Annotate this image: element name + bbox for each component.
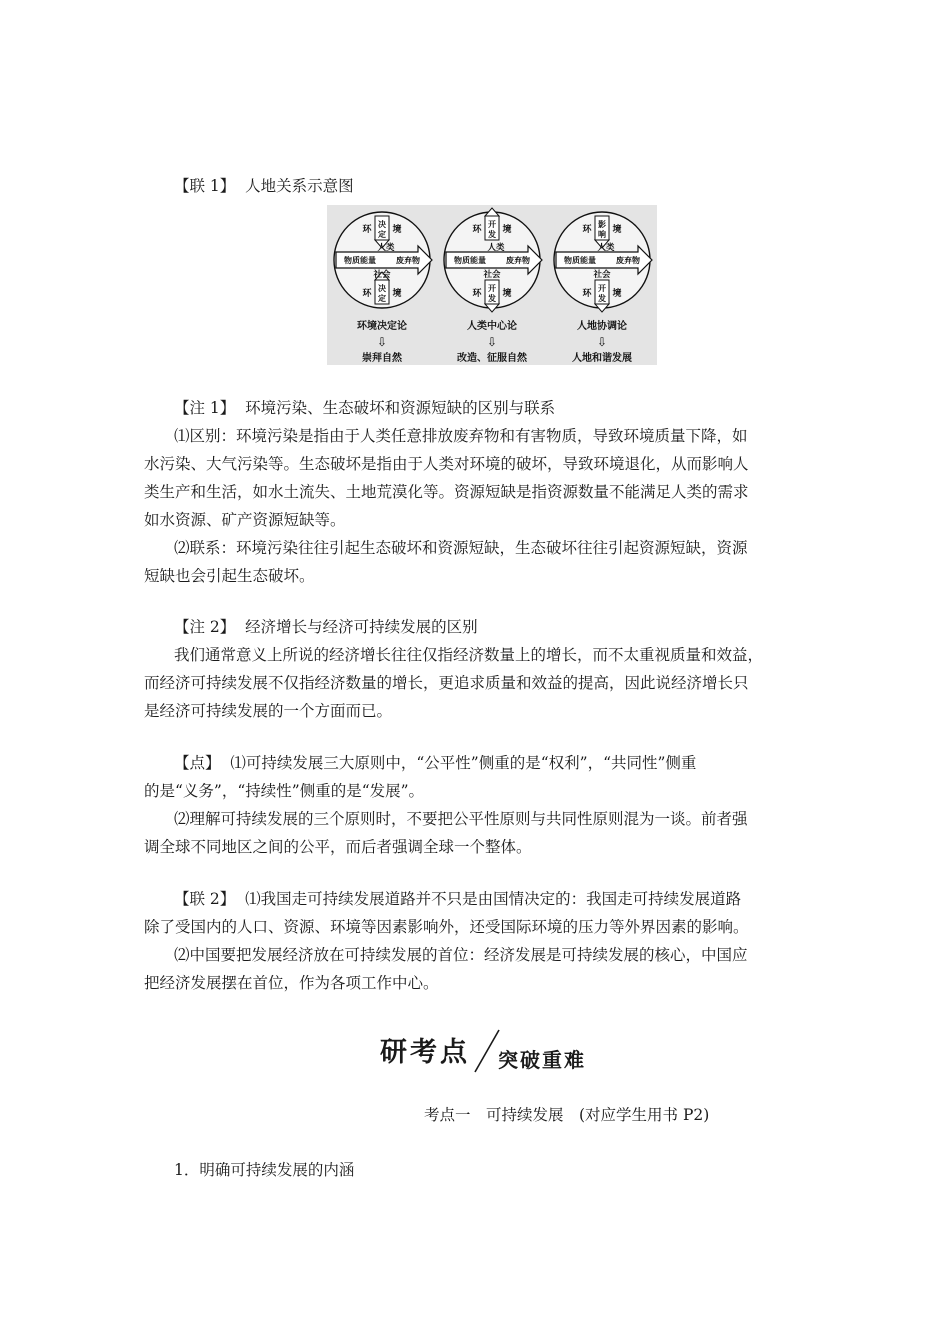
- zhu1-heading: [174, 398, 854, 418]
- lian2-line: 除了受国内的人口、资源、环境等因素影响外，还受国际环境的压力等外界因素的影响。: [144, 918, 749, 936]
- dian-line: ⑵理解可持续发展的三个原则时，不要把公平性原则与共同性原则混为一谈。前者强: [174, 810, 748, 828]
- env-label: 环: [362, 225, 372, 235]
- lian2-first-line: [174, 889, 854, 909]
- zhu2-line: 是经济可持续发展的一个方面而已。: [144, 702, 393, 720]
- output-label: 废弃物: [616, 256, 640, 265]
- lian2-line: 把经济发展摆在首位，作为各项工作中心。: [144, 974, 439, 992]
- diagram-caption: 环境决定论: [357, 321, 407, 332]
- dian-line: 调全球不同地区之间的公平，而后者强调全球一个整体。: [144, 838, 532, 856]
- zhu2-line: 我们通常意义上所说的经济增长往往仅指经济数量上的增长，而不太重视质量和效益，: [174, 646, 764, 664]
- figure-svg: [327, 205, 657, 365]
- center-label: 人类: [487, 243, 505, 253]
- dian-line: 的是“义务”，“持续性”侧重的是“发展”。: [144, 782, 425, 800]
- dian-first-line: [174, 753, 854, 773]
- diagram-result: 崇拜自然: [362, 353, 402, 364]
- human-earth-relationship-figure: [327, 205, 657, 365]
- center-label: 社会: [483, 270, 501, 280]
- lian2-line: ⑴我国走可持续发展道路并不只是由国情决定的：我国走可持续发展道路: [245, 890, 742, 908]
- lian1-heading: [174, 176, 854, 196]
- bottom-box-char: 决: [378, 284, 386, 293]
- input-label: 物质能量: [454, 256, 486, 265]
- bottom-box-char: 开: [488, 284, 496, 293]
- env-label: 境: [502, 225, 512, 235]
- zhu2-tag: 【注 2】: [174, 618, 236, 636]
- center-label: 人类: [377, 243, 395, 253]
- diagram-caption: 人类中心论: [467, 321, 517, 332]
- down-arrow-icon: ⇩: [486, 335, 498, 349]
- top-box-char: 定: [378, 230, 386, 239]
- dian-line: ⑴可持续发展三大原则中，“公平性”侧重的是“权利”，“共同性”侧重: [230, 754, 697, 772]
- bottom-box-char: 发: [488, 294, 496, 303]
- top-box-char: 响: [598, 230, 606, 239]
- top-box-char: 决: [378, 220, 386, 229]
- zhu1-line: 短缺也会引起生态破坏。: [144, 567, 315, 585]
- input-label: 物质能量: [564, 256, 596, 265]
- env-label: 环: [582, 225, 592, 235]
- zhu1-line: ⑵联系：环境污染往往引起生态破坏和资源短缺，生态破坏往往引起资源短缺，资源: [174, 539, 748, 557]
- lian2-line: ⑵中国要把发展经济放在可持续发展的首位：经济发展是可持续发展的核心，中国应: [174, 946, 748, 964]
- item-heading: 1．明确可持续发展的内涵: [174, 1161, 355, 1179]
- diagram-caption: 人地协调论: [577, 321, 627, 332]
- bottom-box-char: 发: [598, 294, 606, 303]
- env-label: 境: [502, 289, 512, 299]
- zhu1-line: 水污染、大气污染等。生态破坏是指由于人类对环境的破坏，导致环境退化，从而影响人: [144, 455, 749, 473]
- brand-sub: 突破重难: [498, 1048, 586, 1072]
- env-label: 环: [472, 289, 482, 299]
- bottom-box-char: 开: [598, 284, 606, 293]
- env-label: 境: [392, 289, 402, 299]
- zhu1-title: 环境污染、生态破坏和资源短缺的区别与联系: [245, 399, 556, 417]
- zhu2-title: 经济增长与经济可持续发展的区别: [245, 618, 478, 636]
- center-label: 社会: [593, 270, 611, 280]
- top-box-char: 影: [598, 220, 606, 229]
- zhu1-line: 如水资源、矿产资源短缺等。: [144, 511, 346, 529]
- env-label: 境: [612, 289, 622, 299]
- zhu2-line: 而经济可持续发展不仅指经济数量的增长，更追求质量和效益的提高，因此说经济增长只: [144, 674, 749, 692]
- section-title: 考点一 可持续发展 (对应学生用书 P2): [424, 1106, 710, 1124]
- lian1-tag: 【联 1】: [174, 177, 236, 195]
- diagram-result: 改造、征服自然: [457, 353, 527, 364]
- bottom-box-char: 定: [378, 294, 386, 303]
- output-label: 废弃物: [396, 256, 420, 265]
- section-brand: [380, 1024, 610, 1076]
- top-box-char: 开: [488, 220, 496, 229]
- zhu1-line: ⑴区别：环境污染是指由于人类任意排放废弃物和有害物质，导致环境质量下降，如: [174, 427, 748, 445]
- zhu1-line: 类生产和生活，如水土流失、土地荒漠化等。资源短缺是指资源数量不能满足人类的需求: [144, 483, 749, 501]
- env-label: 环: [472, 225, 482, 235]
- down-arrow-icon: ⇩: [376, 335, 388, 349]
- env-label: 环: [582, 289, 592, 299]
- diagram-result: 人地和谐发展: [572, 353, 632, 364]
- env-label: 境: [392, 225, 402, 235]
- output-label: 废弃物: [506, 256, 530, 265]
- down-arrow-icon: ⇩: [596, 335, 608, 349]
- lian1-title: 人地关系示意图: [245, 177, 354, 195]
- env-label: 环: [362, 289, 372, 299]
- input-label: 物质能量: [344, 256, 376, 265]
- brand-main: 研考点: [380, 1037, 470, 1068]
- center-label: 社会: [373, 270, 391, 280]
- zhu2-heading: [174, 617, 854, 637]
- center-label: 人类: [597, 243, 615, 253]
- zhu1-tag: 【注 1】: [174, 399, 236, 417]
- env-label: 境: [612, 225, 622, 235]
- lian2-tag: 【联 2】: [174, 890, 236, 908]
- top-box-char: 发: [488, 230, 496, 239]
- dian-tag: 【点】: [174, 754, 221, 772]
